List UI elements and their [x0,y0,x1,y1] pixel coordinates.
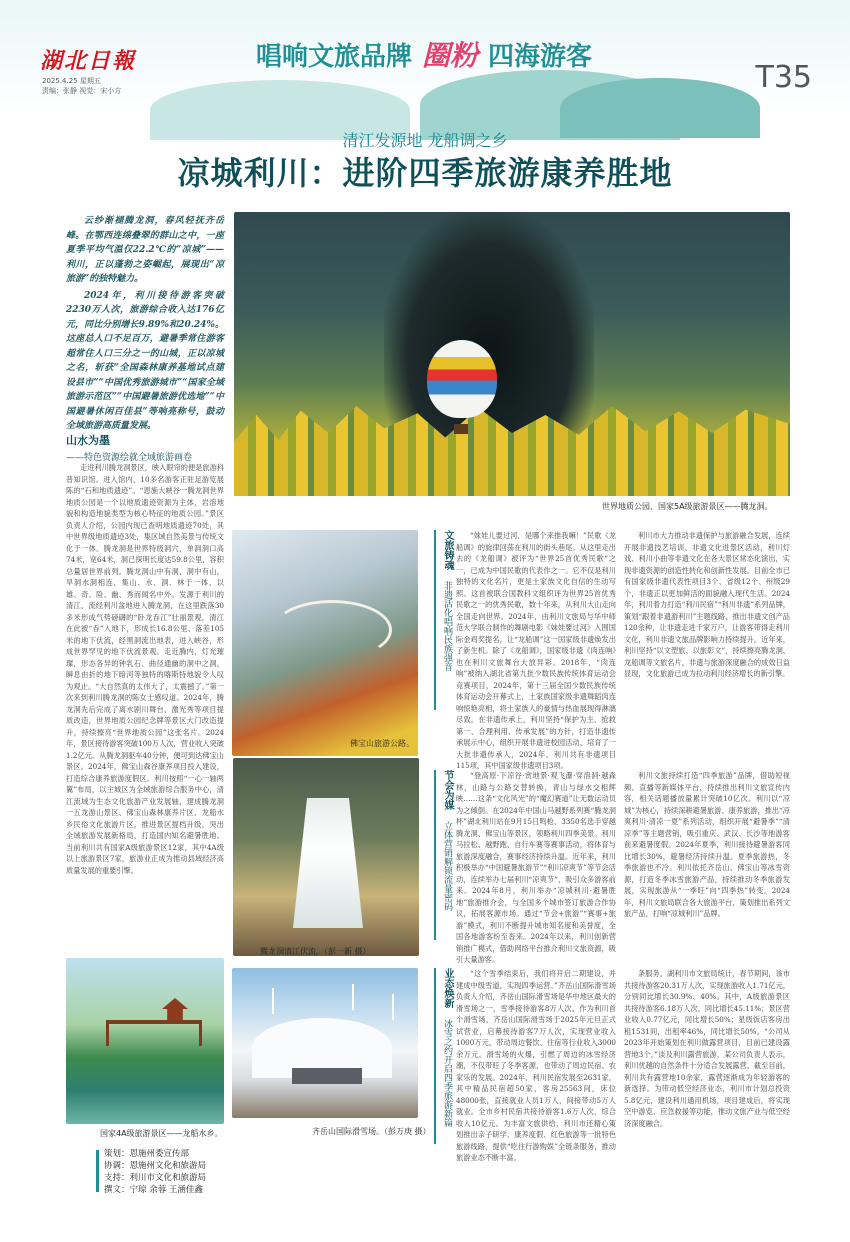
body-column-7 [624,968,790,1206]
newspaper-logo: 湖北日報 [40,48,137,74]
photo-qingjiang-waterfall [233,758,419,956]
wind-turbine [272,988,274,1014]
bridge-caption: 国家4A级旅游景区——龙船水乡。 [100,1129,223,1138]
section-4-title: 业态焕新 [442,968,453,1008]
editors-line: 责编：张静 视觉：宋小方 [42,87,122,95]
section-3-subtitle: 立体营销解锁流量密码 [442,821,452,911]
banner-title-left: 唱响文旅品牌 [256,41,413,72]
ski-lodge [292,1068,362,1084]
section-2-head [437,530,453,710]
body-paragraph: “妹娃儿要过河，是哪个来推我嘛！”民歌《龙船调》的旋律回荡在利川的街头巷尾。从这里走出去的《龙船调》被评为“世界25首优秀民歌”之一，已成为中国民歌的代表作之一。它不仅是利川独特的文化名片，更是土家族文化自信的生动写照。这首被联合国教科文组织评为世界25首优秀民歌之一的优秀民歌，数十年来，从利川大山走向全国走向世界。2024年，由利川文旅局与华中师范大学联合制作的舞剧电影《妹娃要过河》入围国际金鸡奖提名，让“龙船调”这一国家级非遗焕发出了新生机。除了《龙船调》，国家级非遗《肉连响》也在利川文旅舞台大放异彩。2018年，“肉连响”被纳入湖北省第九批少数民族传统体育运动会竞赛项目，2024年，第十三届全国少数民族传统体育运动会开幕式上，土家族国家级非遗舞蹈肉连响惊艳亮相，将土家族人的豪情与热血展现得淋漓尽致。在非遗传承上，利川坚持“保护为主、抢救第一、合理利用、传承发展”的方针，打造非遗传承展示中心，组织开展非遗进校园活动，培育了一大批非遗传承人，2024年，利川共有非遗项目115项，其中国家级非遗项目3项。 [456,531,616,770]
article-headline: 凉城利川：进阶四季旅游康养胜地 [177,154,673,192]
issue-date: 2025.4.25 星期五 [42,77,101,85]
banner-title-accent: 圈粉 [422,39,479,72]
section-1-head [66,432,192,463]
fall-caption: 腾龙洞清江伏流。（彭一新 摄） [260,947,371,956]
body-column-4 [456,770,616,964]
body-paragraph: 条服务。湖利川市文旅局统计，春节期间，该市共接待游客20.31万人次，实现旅游收入1.71亿元，分别同比增长30.9%、40%。其中，A级旅游景区共接待游客6.18万人次，同比增长45.11%；景区营业收入0.77亿元，同比增长50%；星级饭店客房出租1531间，出租率46%，同比增长50%。“公司从2023年开始策划在利川做露营项目，目前已建设露营地3个。”谈及利川露营旅游，某公司负责人表示，利川优越的自然条件十分适合发展露营。截至目前，利川共有露营地10余家，露营逐渐成为年轻游客的新选择。为带动低空经济业态，利川市计划总投资5.8亿元，建设利川通用机场，项目建成后，将实现空中游览、应急救援等功能，推动文旅产业与低空经济深度融合。 [624,969,790,1128]
body-column-1 [66,462,224,950]
banner-title-right: 四海游客 [488,41,593,72]
hero-caption: 世界地质公园、国家5A级旅游景区——腾龙洞。 [602,502,773,511]
winding-road [272,600,392,660]
section-4-head [437,968,453,1144]
section-3-title: 节会为媒 [442,770,453,810]
credits-block [104,1148,206,1196]
section-2-title: 文旅铸魂 [442,530,453,570]
credit-support: 支持：利川市文化和旅游局 [104,1173,207,1183]
section-3-bar [434,770,436,940]
credit-planning: 策划：恩施州委宣传部 [104,1149,190,1159]
body-paragraph: 走进利川腾龙洞景区，映入眼帘的便是旅游科普知识馆。进入馆内，10多名游客正驻足游览展陈的“石和地质遗迹”。“恩施大峡谷一腾龙洞世界地质公园是一个以地质遗迹资源为主体，岩溶地貌和构造地貌类型为核心特征的地质公园。”景区负责人介绍，公园内现已查明地质遗迹70处，其中世界级地质遗迹3处，集区域自然美景与传统文化于一体。腾龙洞是世界特级洞穴，单洞洞口高74米，宽64米，洞已探明长度达59.8公里，容积总量居世界前列。腾龙洞山中有洞，洞中有山，旱洞水洞相连，集山、水、洞、林于一体，以雄、奇、险、幽、秀而闻名中外。发源于利川的清江，流经利川盆地进入腾龙洞，在这里跌落30多米形成气势磅礴的“卧龙吞江”壮丽景观，清江在此被“吞”入地下，形成长16.8公里、落差105米的地下伏流，经黑洞流出地表，进入峡谷，形成世界罕见的地下伏流景观。走近腾内，灯光璀璨，形态各异的钟乳石、曲径通幽的洞中之洞，瞬息由折的地下暗河等独特的喀斯特地貌令人叹为观止。“大自然真的太伟大了，太震撼了。”第一次来到利川腾龙洞的陈女士感叹道。2024年，腾龙洞先后完成了离水剧川舞台、激光秀等项目提质改造，世界地质公园纪念牌等景区大门改造提升，持续擦亮“世界地质公园”这张名片。2024年，景区接待游客突破100万人次，营业收入突破1.2亿元。从腾龙洞驱车40分钟，便可到达佛宝山景区。2024年，佛宝山森谷康养项目投入建设，打造综合康养旅游度假区。利川按照“一心一轴两翼”布局，以主城区为全域旅游综合服务中心，清江流域为生态文化旅游产业发展轴，建成腾龙洞一五龙游山景区、佛宝山森林康养片区、龙船水乡民俗文化旅游片区，推进景区提档升级，突出全域旅游发展新格局，打造国内知名避暑胜地。当前利川共有国家A级旅游景区12家，其中4A级以上旅游景区7家，旅游业正成为推动县域经济高质量发展的重要引擎。 [66,463,224,875]
page-header [0,0,850,112]
body-column-2 [456,530,616,770]
bridge [106,1020,202,1046]
section-3-head [437,770,453,940]
body-paragraph: 利川市大力推动非遗保护与旅游融合发展，连续开展非遗技艺培训、非遗文化进景区活动，利川灯戏、利川小曲等非遗文化在各大景区常态化演出，实现非遗资源的创造性转化和创新性发展。目前全市已有国家级非遗代表性项目3个、省级12个、州级29个，非遗正以更加鲜活的面貌融入现代生活。2024年，利川着力打造“利川民宿”“利川非遗”系列品牌，策划“跟着非遗游利川”主题线路，推出非遗文创产品120余种，让非遗走进千家万户，让游客带得走利川文化，利川非遗文旅品牌影响力持续提升。近年来，利川坚持“以文塑旅、以旅彰文”，持续擦亮腾龙洞、龙船调等文旅名片，非遗与旅游深度融合的成效日益显现，文化旅游已成为拉动利川经济增长的新引擎。 [624,531,790,678]
wind-turbine [392,994,394,1020]
photo-longchuan-water-town [66,958,224,1124]
section-2-subtitle: 非遗活化唱响民族强音 [442,581,452,671]
wind-turbine [352,984,354,1010]
pavilion [162,998,188,1020]
banner-title [256,34,592,74]
body-paragraph: “登高原·下凉谷·赏地景·观飞瀑·穿溶洞·越森林，山路与公路交替转换，青山与绿水交相辉映……这条“文化风光”的“魔幻赛道”让无数运动员为之倾倒。在2024年中国山马越野系列赛“腾龙洞杯”湖北利川站在9月15日鸣枪，3350名选手穿越腾龙洞、佛宝山等景区，领略利川四季美景。利川马拉松、越野跑、自行车赛等赛事活动，将体育与旅游深度融合，赛事经济持续升温。近年来，利川积极举办“中国避暑旅游节”“利川凉爽节”等节会活动，连续举办七届利川“凉爽节”，吸引众多游客前来。2024年8月，利川举办“凉城利川·避暑胜地”旅游推介会，与全国多个城市签订旅游合作协议，拓展客源市场。通过“节会+旅游”“赛事+旅游”模式，利川不断提升城市知名度和美誉度，全国各地游客纷至沓来。2024年以来，利川创新营销推广模式，借助网络平台推介利川文旅资源，吸引大量游客。 [456,771,616,964]
hot-air-balloon [427,340,497,418]
section-4-subtitle: 冰雪之约开启四季旅游新篇 [442,1019,452,1127]
section-4-bar [434,968,436,1144]
photo-fobaoshan-road [232,530,418,756]
body-column-3 [624,530,790,762]
credit-authors: 撰文：宁琼 余蓉 王涵佳鑫 [104,1185,203,1195]
section-1-title: 山水为墨 [66,434,110,447]
road-caption: 佛宝山旅游公路。 [350,739,414,748]
lead-paragraph: 云纱渐褪腾龙洞，春风轻抚齐岳峰。在鄂西连绵叠翠的群山之中，一座夏季平均气温仅22.2℃的“凉城”——利川，正以蓬勃之姿崛起，展现出“凉旅游”的独特魅力。 [66,216,224,284]
page-number: T35 [755,60,812,95]
body-paragraph: “这个雪季结束后，我们将开启二期建设，并建成中级雪道，实现四季运营。”齐岳山国际滑雪场负责人介绍，齐岳山国际滑雪场是华中地区最大的滑雪场之一，雪季接待游客8万人次。作为利川首个滑雪场，齐岳山国际滑雪场于2025年元旦正式试营业，启幕接待游客7万人次，实现营业收入1000万元，带动周边餐饮、住宿等行业收入3000余万元。滑雪场的火爆，引燃了周边的冰雪经济潮，不仅带旺了冬季客源，也带动了周边民宿、农家乐的发展。2024年，利川民宿发展至2631家，其中精品民宿超50家，客房25563间，床位48000张，直接就业人员1万人，间接带动5万人就业。全市乡村民宿共接待游客1.6万人次，综合收入10亿元。为丰富文旅供给，利川市还精心策划推出亲子研学、康养度假、红色旅游等一批特色旅游线路，提供“吃住行游购娱”全链条服务，推动旅游业态不断丰富。 [456,969,616,1162]
balloon-basket [454,424,468,434]
ski-caption: 齐岳山国际滑雪场。（彭万庚 摄） [312,1127,431,1136]
photo-qiyueshan-ski-resort [232,968,418,1118]
article-kicker: 清江发源地 龙船调之乡 [342,131,508,150]
credits-bar [96,1150,99,1192]
hero-photo-tenglong-cave [234,212,790,496]
body-paragraph: 利川文旅持续打造“四季旅游”品牌，借助短视频、直播等新媒体平台，持续推出利川文旅宣传内容，相关话题播放量累计突破10亿次。利川以“凉城”为核心，持续深耕避暑旅游、康养旅游，推出“凉爽利川·清凉一夏”系列活动，组织开展“避暑季”“清凉季”等主题营销，吸引重庆、武汉、长沙等地游客前来避暑度假。2024年夏季，利川接待避暑游客同比增长30%，避暑经济持续升温。夏季旅游热，冬季旅游也不冷。利川依托齐岳山、佛宝山等冰雪资源，打造冬季冰雪旅游产品，持续推动冬季旅游发展，实现旅游从“一季旺”向“四季热”转变。2024年，利川文旅局联合各大旅游平台，策划推出系列文旅产品，打响“凉城利川”品牌。 [624,771,790,918]
credit-coordination: 协调：恩施州文化和旅游局 [104,1161,207,1171]
section-2-bar [434,530,436,710]
body-column-6 [456,968,616,1206]
section-1-subtitle: ——特色资源绘就全域旅游画卷 [66,453,193,463]
article-lead [66,214,224,436]
lead-paragraph: 2024年，利川接待游客突破2230万人次，旅游综合收入达176亿元，同比分别增长9.89%和20.24%。这座总人口不足百万，避暑季常住游客超常住人口三分之一的山城，正以凉城之名，斩获“全国森林康养基地试点建设县市”“中国优秀旅游城市”“国家全域旅游示范区”“中国避暑旅游优选地”“中国避暑休闲百佳县”等响亮称号，鼓动全域旅游高质量发展。 [66,290,224,431]
waterfall [293,798,363,928]
body-column-5 [624,770,790,956]
